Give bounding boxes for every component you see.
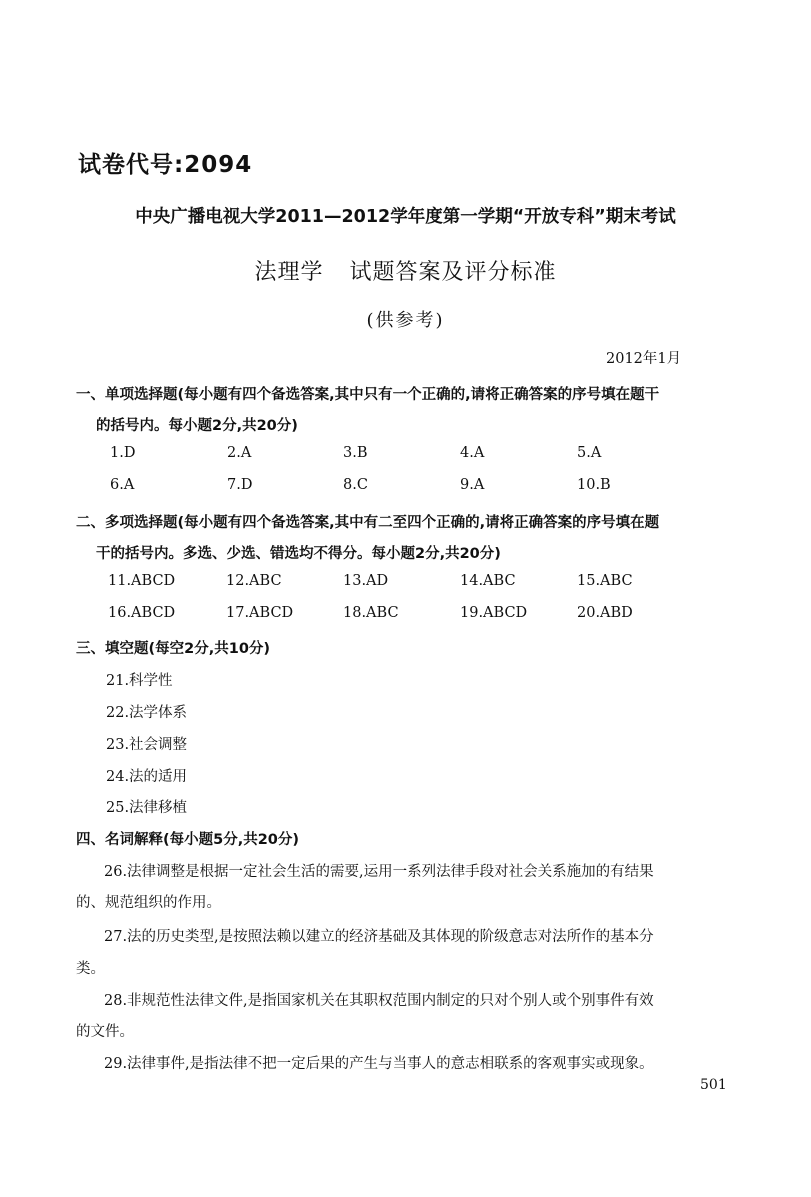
definition-27: 27.法的历史类型,是按照法赖以建立的经济基础及其体现的阶级意志对法所作的基本分 bbox=[104, 929, 654, 945]
definition-28: 28.非规范性法律文件,是指国家机关在其职权范围内制定的只对个别人或个别事件有效 bbox=[104, 993, 654, 1009]
section3-heading: 三、填空题(每空2分,共10分) bbox=[76, 641, 271, 657]
answer-item: 8.C bbox=[343, 477, 368, 493]
subject-name: 法理学 bbox=[254, 260, 324, 285]
section2-heading: 二、多项选择题(每小题有四个备选答案,其中有二至四个正确的,请将正确答案的序号填在题 bbox=[76, 515, 660, 531]
definition-27-cont: 类。 bbox=[76, 961, 105, 977]
answer-item: 5.A bbox=[577, 445, 602, 461]
answer-item: 7.D bbox=[227, 477, 253, 493]
answer-item: 9.A bbox=[460, 477, 485, 493]
answer-item: 1.D bbox=[110, 445, 136, 461]
answer-item: 14.ABC bbox=[460, 573, 516, 589]
answer-item: 10.B bbox=[577, 477, 611, 493]
answer-item: 4.A bbox=[460, 445, 485, 461]
answer-item: 17.ABCD bbox=[226, 605, 294, 621]
reference-note: (供参考) bbox=[366, 310, 445, 331]
exam-code: 试卷代号:2094 bbox=[78, 152, 253, 178]
definition-26-cont: 的、规范组织的作用。 bbox=[76, 895, 221, 911]
answer-item: 2.A bbox=[227, 445, 252, 461]
answer-item: 11.ABCD bbox=[108, 573, 176, 589]
fill-in-answer: 25.法律移植 bbox=[106, 800, 188, 816]
answer-item: 12.ABC bbox=[226, 573, 282, 589]
definition-29: 29.法律事件,是指法律不把一定后果的产生与当事人的意志相联系的客观事实或现象。 bbox=[104, 1056, 654, 1072]
section2-heading-cont: 干的括号内。多选、少选、错选均不得分。每小题2分,共20分) bbox=[96, 546, 501, 562]
answer-item: 16.ABCD bbox=[108, 605, 176, 621]
definition-28-cont: 的文件。 bbox=[76, 1024, 134, 1040]
fill-in-answer: 21.科学性 bbox=[106, 673, 173, 689]
answer-item: 18.ABC bbox=[343, 605, 399, 621]
answer-item: 13.AD bbox=[343, 573, 389, 589]
section1-heading-cont: 的括号内。每小题2分,共20分) bbox=[96, 418, 298, 434]
exam-title: 中央广播电视大学2011—2012学年度第一学期“开放专科”期末考试 bbox=[135, 207, 676, 227]
fill-in-answer: 23.社会调整 bbox=[106, 737, 188, 753]
subject-title bbox=[0, 255, 811, 286]
answer-item: 15.ABC bbox=[577, 573, 633, 589]
answer-item: 3.B bbox=[343, 445, 368, 461]
answer-item: 6.A bbox=[110, 477, 135, 493]
answer-item: 19.ABCD bbox=[460, 605, 528, 621]
fill-in-answer: 22.法学体系 bbox=[106, 705, 188, 721]
answer-item: 20.ABD bbox=[577, 605, 633, 621]
answer-subtitle: 试题答案及评分标准 bbox=[349, 260, 557, 285]
exam-date: 2012年1月 bbox=[606, 351, 682, 367]
definition-26: 26.法律调整是根据一定社会生活的需要,运用一系列法律手段对社会关系施加的有结果 bbox=[104, 864, 654, 880]
section1-heading: 一、单项选择题(每小题有四个备选答案,其中只有一个正确的,请将正确答案的序号填在题干 bbox=[76, 387, 660, 403]
page-number: 501 bbox=[700, 1077, 727, 1093]
fill-in-answer: 24.法的适用 bbox=[106, 769, 188, 785]
section4-heading: 四、名词解释(每小题5分,共20分) bbox=[76, 832, 300, 848]
